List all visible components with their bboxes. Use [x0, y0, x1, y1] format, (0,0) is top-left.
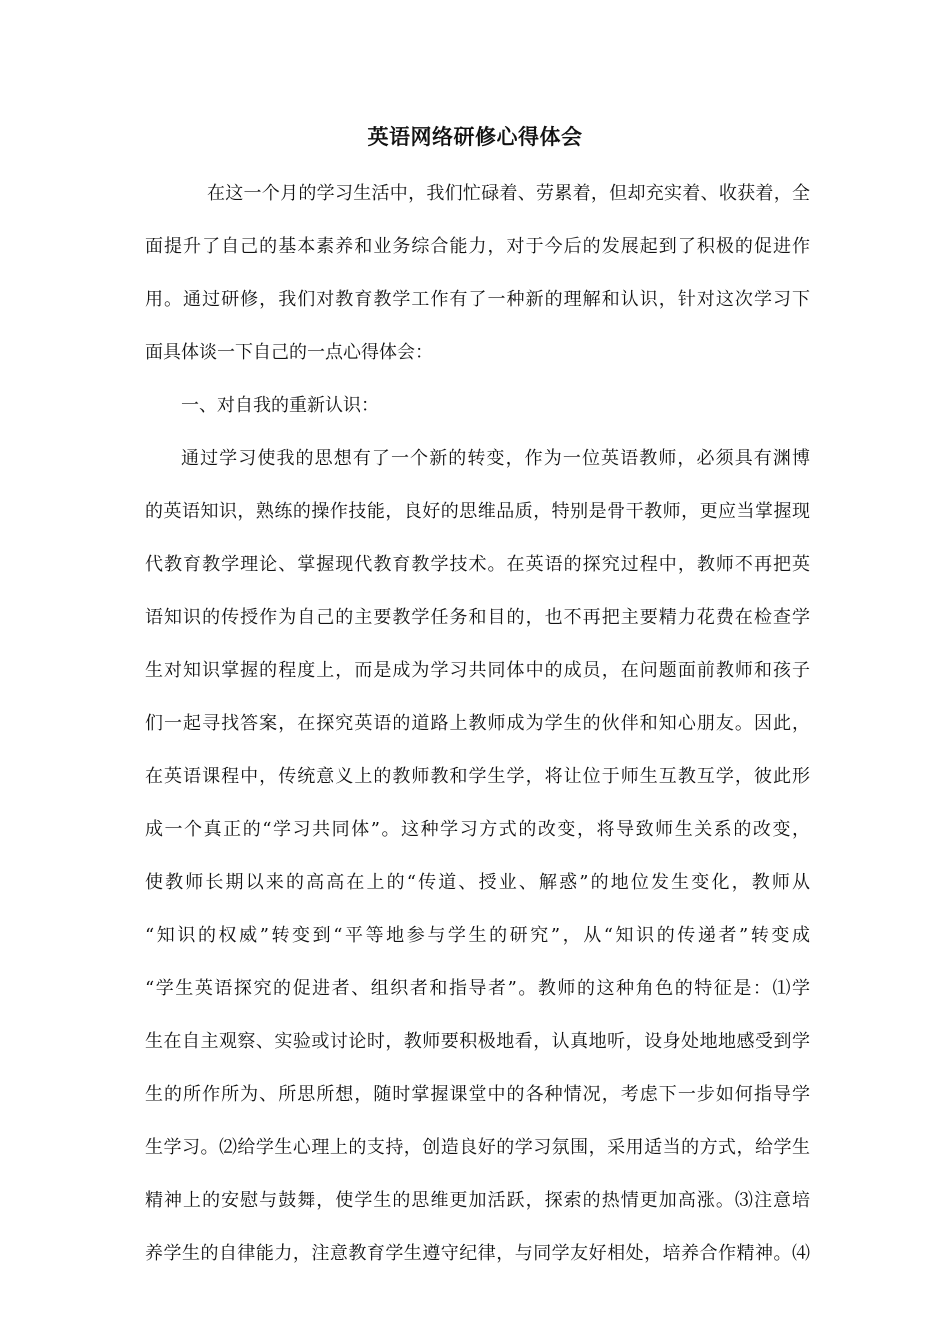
section-heading: 一、对自我的重新认识： — [181, 395, 379, 416]
paragraph-line: 生在自主观察、实验或讨论时，教师要积极地看，认真地听，设身处地地感受到学 — [145, 1031, 810, 1052]
paragraph-line: 在这一个月的学习生活中，我们忙碌着、劳累着，但却充实着、收获着，全 — [207, 183, 810, 204]
paragraph-line: 用。通过研修，我们对教育教学工作有了一种新的理解和认识，针对这次学习下 — [145, 289, 810, 310]
paragraph-line: 成一个真正的“学习共同体”。这种学习方式的改变，将导致师生关系的改变， — [145, 819, 810, 840]
paragraph-line: 面提升了自己的基本素养和业务综合能力，对于今后的发展起到了积极的促进作 — [145, 236, 810, 257]
paragraph-line: 精神上的安慰与鼓舞，使学生的思维更加活跃，探索的热情更加高涨。⑶注意培 — [145, 1190, 810, 1211]
paragraph-line: 养学生的自律能力，注意教育学生遵守纪律，与同学友好相处，培养合作精神。⑷ — [145, 1243, 810, 1264]
document-body — [145, 174, 810, 1287]
paragraph-line: “知识的权威”转变到“平等地参与学生的研究”，从“知识的传递者”转变成 — [145, 925, 810, 946]
paragraph-line: 代教育教学理论、掌握现代教育教学技术。在英语的探究过程中，教师不再把英 — [145, 554, 810, 575]
document-title: 英语网络研修心得体会 — [367, 124, 583, 149]
paragraph-line: 语知识的传授作为自己的主要教学任务和目的，也不再把主要精力花费在检查学 — [145, 607, 810, 628]
paragraph-line: 们一起寻找答案，在探究英语的道路上教师成为学生的伙伴和知心朋友。因此， — [145, 713, 810, 734]
paragraph-line: 生的所作所为、所思所想，随时掌握课堂中的各种情况，考虑下一步如何指导学 — [145, 1084, 810, 1105]
paragraph-line: 面具体谈一下自己的一点心得体会： — [145, 342, 433, 363]
paragraph-line: 使教师长期以来的高高在上的“传道、授业、解惑”的地位发生变化，教师从 — [145, 872, 810, 893]
paragraph-line: 生学习。⑵给学生心理上的支持，创造良好的学习氛围，采用适当的方式，给学生 — [145, 1137, 810, 1158]
paragraph-line: 通过学习使我的思想有了一个新的转变，作为一位英语教师，必须具有渊博 — [181, 448, 810, 469]
paragraph-line: 生对知识掌握的程度上，而是成为学习共同体中的成员，在问题面前教师和孩子 — [145, 660, 810, 681]
paragraph-line: 的英语知识，熟练的操作技能，良好的思维品质，特别是骨干教师，更应当掌握现 — [145, 501, 810, 522]
paragraph-line: 在英语课程中，传统意义上的教师教和学生学，将让位于师生互教互学，彼此形 — [145, 766, 810, 787]
paragraph-line: “学生英语探究的促进者、组织者和指导者”。教师的这种角色的特征是：⑴学 — [145, 978, 810, 999]
